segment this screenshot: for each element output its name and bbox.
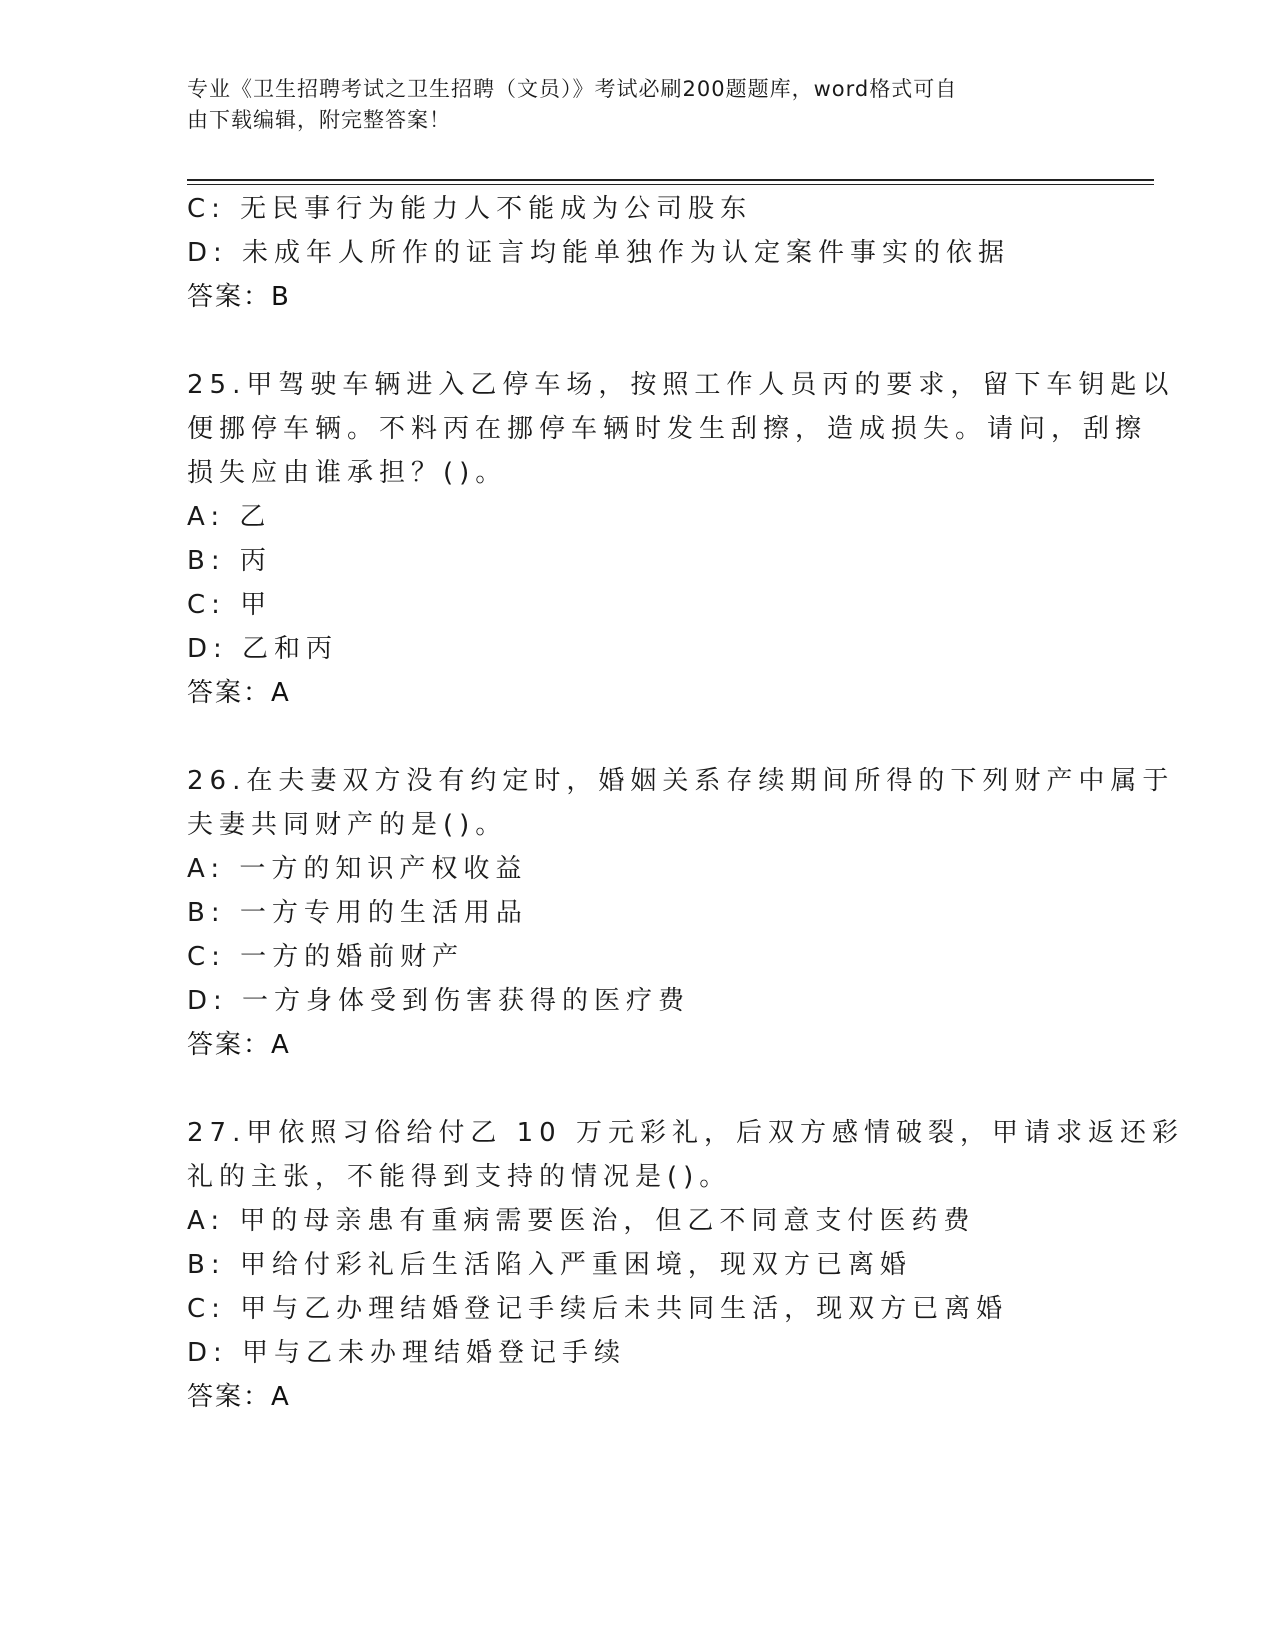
q25-stem-line-2: 便挪停车辆。不料丙在挪停车辆时发生刮擦，造成损失。请问，刮擦 [187, 414, 1148, 444]
q26-option-d: D: 一方身体受到伤害获得的医疗费 [187, 986, 691, 1016]
document-header [187, 74, 1067, 136]
q26-answer: 答案：A [187, 1030, 291, 1060]
q27-stem-line-2: 礼的主张，不能得到支持的情况是()。 [187, 1162, 732, 1192]
header-rule-thin [187, 184, 1154, 185]
q27-option-c: C: 甲与乙办理结婚登记手续后未共同生活，现双方已离婚 [187, 1294, 1009, 1324]
q25-stem-line-1: 25.甲驾驶车辆进入乙停车场，按照工作人员丙的要求，留下车钥匙以 [187, 370, 1175, 400]
q27-option-a: A: 甲的母亲患有重病需要医治，但乙不同意支付医药费 [187, 1206, 976, 1236]
q25-stem-line-3: 损失应由谁承担？()。 [187, 458, 508, 488]
q24-option-c: C: 无民事行为能力人不能成为公司股东 [187, 194, 753, 224]
q26-option-b: B: 一方专用的生活用品 [187, 898, 528, 928]
q27-option-b: B: 甲给付彩礼后生活陷入严重困境，现双方已离婚 [187, 1250, 912, 1280]
q26-stem-line-1: 26.在夫妻双方没有约定时，婚姻关系存续期间所得的下列财产中属于 [187, 766, 1175, 796]
q25-option-b: B: 丙 [187, 546, 272, 576]
q26-option-a: A: 一方的知识产权收益 [187, 854, 528, 884]
q27-option-d: D: 甲与乙未办理结婚登记手续 [187, 1338, 627, 1368]
header-line-2: 由下载编辑，附完整答案！ [187, 108, 451, 132]
q27-stem-line-1: 27.甲依照习俗给付乙 10 万元彩礼，后双方感情破裂，甲请求返还彩 [187, 1118, 1184, 1148]
q26-option-c: C: 一方的婚前财产 [187, 942, 465, 972]
q26-stem-line-2: 夫妻共同财产的是()。 [187, 810, 508, 840]
q25-answer: 答案：A [187, 678, 291, 708]
header-line-1: 专业《卫生招聘考试之卫生招聘（文员）》考试必刷200题题库，word格式可自 [187, 77, 958, 101]
q25-option-c: C: 甲 [187, 590, 273, 620]
q27-answer: 答案：A [187, 1382, 291, 1412]
q24-answer: 答案：B [187, 282, 291, 312]
q24-option-d: D: 未成年人所作的证言均能单独作为认定案件事实的依据 [187, 238, 1011, 268]
q25-option-d: D: 乙和丙 [187, 634, 339, 664]
q25-option-a: A: 乙 [187, 502, 272, 532]
header-rule-thick [187, 179, 1154, 181]
